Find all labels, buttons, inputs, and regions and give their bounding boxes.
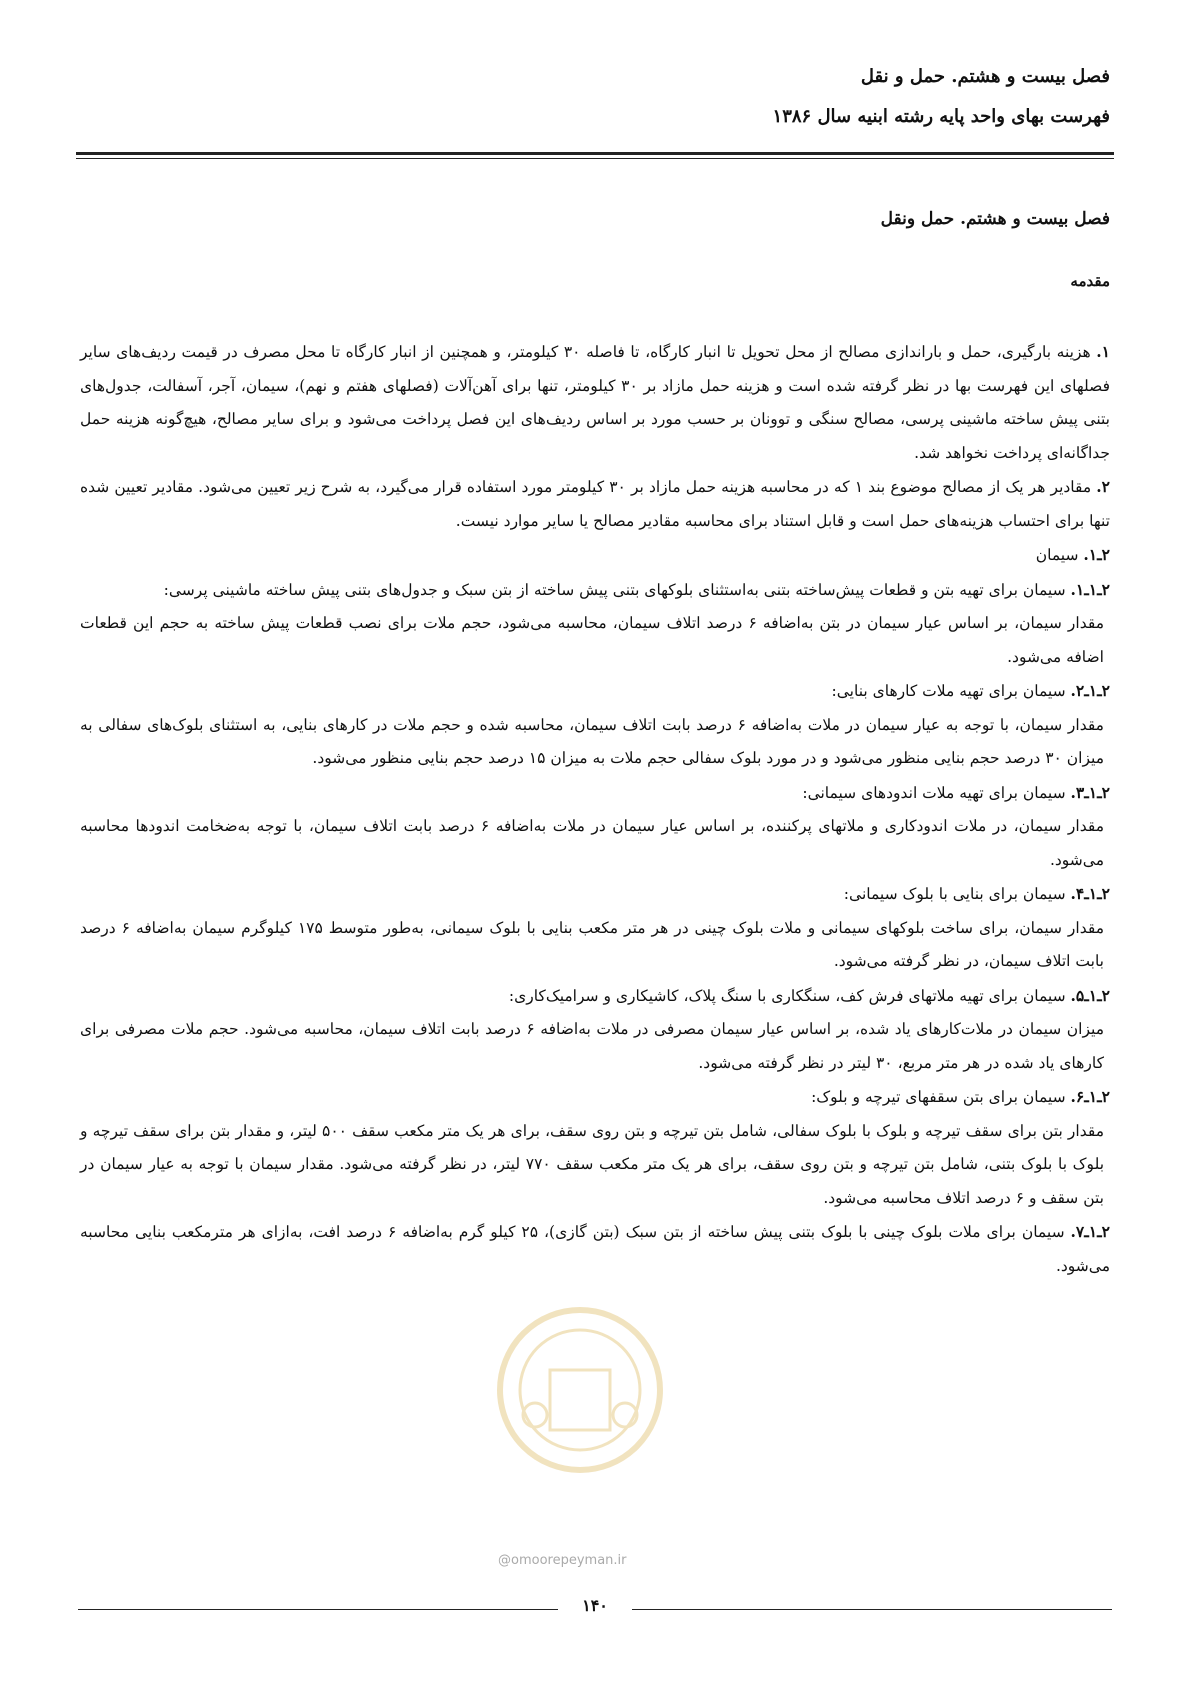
paragraph [80, 776, 1110, 811]
paragraph-text: مقدار بتن برای سقف تیرچه و بلوک با بلوک سفالی، شامل بتن تیرچه و بتن روی سقف، برای هر یک متر مکعب سقف ۵۰۰ لیتر، و مقدار بتن برای سقف تیرچه و بلوک با بلوک بتنی، شامل بتن تیرچه و بتن روی سقف، برای هر یک متر مکعب سقف ۷۷۰ لیتر، در نظر گرفته می‌شود. مقدار سیمان با توجه به عیار سیمان در بتن سقف و ۶ درصد اتلاف محاسبه می‌شود. [80, 1121, 1105, 1207]
watermark-logo-icon [480, 1300, 680, 1480]
paragraph [80, 470, 1110, 538]
paragraph [80, 1080, 1110, 1115]
paragraph [80, 335, 1110, 470]
header-rule-thin [76, 158, 1114, 159]
page-number: ۱۴۰ [582, 1596, 608, 1615]
footer-rule-right [632, 1609, 1112, 1610]
paragraph [80, 538, 1110, 573]
body-text [80, 335, 1110, 1283]
paragraph-number: ۲ـ۱. [1083, 545, 1110, 564]
paragraph [80, 877, 1110, 912]
watermark-text: @omoorepeyman.ir [498, 1553, 627, 1568]
paragraph-text: مقدار سیمان، بر اساس عیار سیمان در بتن به‌اضافه ۶ درصد اتلاف سیمان، محاسبه می‌شود، حجم ملات برای نصب قطعات پیش ساخته به حجم این قطعات اضافه می‌شود. [80, 614, 1104, 666]
paragraph [80, 573, 1110, 608]
running-header-book: فهرست بهای واحد پایه رشته ابنیه سال ۱۳۸۶ [772, 106, 1110, 127]
paragraph [80, 709, 1110, 776]
paragraph-text: سیمان برای تهیه ملاتهای فرش کف، سنگکاری با سنگ پلاک، کاشیکاری و سرامیک‌کاری: [508, 986, 1071, 1005]
paragraph-text: سیمان برای بتن سقفهای تیرچه و بلوک: [811, 1088, 1071, 1106]
paragraph-number: ۲ـ۱ـ۳. [1070, 782, 1110, 802]
paragraph-text: سیمان [1035, 546, 1084, 564]
paragraph-text: میزان سیمان در ملات‌کارهای یاد شده، بر اساس عیار سیمان مصرفی در ملات به‌اضافه ۶ درصد بابت اتلاف سیمان، محاسبه می‌شود. حجم ملات مصرفی برای کارهای یاد شده در هر متر مربع، ۳۰ لیتر در نظر گرفته می‌شود. [80, 1020, 1104, 1072]
paragraph-text: مقدار سیمان، با توجه به عیار سیمان در ملات به‌اضافه ۶ درصد بابت اتلاف سیمان، محاسبه شده و حجم ملات در کارهای بنایی، به استثنای بلوک‌های سفالی به میزان ۳۰ درصد حجم بنایی منظور می‌شود و در مورد بلوک سفالی حجم ملات به میزان ۱۵ درصد حجم بنایی منظور می‌شود. [80, 715, 1104, 767]
paragraph-number: ۲ـ۱ـ۱. [1070, 579, 1110, 599]
paragraph [80, 1013, 1110, 1080]
paragraph-number: ۲ـ۱ـ۵. [1070, 985, 1110, 1005]
paragraph [80, 1115, 1110, 1216]
paragraph-text: مقادیر هر یک از مصالح موضوع بند ۱ که در محاسبه هزینه حمل مازاد بر ۳۰ کیلومتر مورد استفاده قرار می‌گیرد، به شرح زیر تعیین می‌شود. مقادیر تعیین شده تنها برای احتساب هزینه‌های حمل است و قابل استناد برای محاسبه مقادیر مصالح یا سایر موارد نیست. [80, 478, 1110, 530]
paragraph [80, 607, 1110, 674]
section-heading-intro: مقدمه [1070, 272, 1110, 290]
running-header-chapter: فصل بیست و هشتم. حمل و نقل [860, 66, 1110, 87]
footer-rule-left [78, 1609, 558, 1610]
paragraph-number: ۲. [1096, 477, 1110, 496]
chapter-title: فصل بیست و هشتم. حمل ونقل [880, 209, 1110, 229]
paragraph-number: ۱. [1096, 342, 1110, 361]
paragraph-text: مقدار سیمان، برای ساخت بلوکهای سیمانی و ملات بلوک چینی در هر متر مکعب بنایی با بلوک سیمانی، به‌طور متوسط ۱۷۵ کیلوگرم سیمان به‌اضافه ۶ درصد بابت اتلاف سیمان، در نظر گرفته می‌شود. [80, 918, 1105, 970]
header-rule-thick [76, 152, 1114, 155]
paragraph-text: سیمان برای تهیه ملات اندودهای سیمانی: [802, 783, 1071, 802]
paragraph [80, 1215, 1110, 1283]
paragraph-text: سیمان برای بنایی با بلوک سیمانی: [843, 885, 1071, 903]
paragraph-number: ۲ـ۱ـ۴. [1070, 884, 1110, 903]
paragraph-text: مقدار سیمان، در ملات اندودکاری و ملاتهای پرکننده، بر اساس عیار سیمان در ملات به‌اضافه ۶ درصد بابت اتلاف سیمان، با توجه به‌ضخامت اندودها محاسبه می‌شود. [80, 817, 1104, 869]
paragraph-number: ۲ـ۱ـ۷. [1070, 1222, 1110, 1241]
paragraph [80, 810, 1110, 877]
paragraph [80, 912, 1110, 979]
paragraph-number: ۲ـ۱ـ۶. [1070, 1087, 1110, 1106]
paragraph-text: سیمان برای تهیه بتن و قطعات پیش‌ساخته بتنی به‌استثنای بلوکهای بتنی پیش ساخته از بتن سبک و جدول‌های بتنی پیش ساخته ماشینی پرسی: [163, 580, 1071, 599]
paragraph-text: سیمان برای تهیه ملات کارهای بنایی: [831, 682, 1071, 700]
paragraph [80, 674, 1110, 709]
paragraph-number: ۲ـ۱ـ۲. [1070, 681, 1110, 700]
paragraph-text: هزینه بارگیری، حمل و باراندازی مصالح از محل تحویل تا انبار کارگاه، تا فاصله ۳۰ کیلومتر، و همچنین از انبار کارگاه تا محل مصرف در قیمت ردیف‌های سایر فصلهای این فهرست بها در نظر گرفته شده است و هزینه حمل مازاد بر ۳۰ کیلومتر، تنها برای آهن‌آلات (فصلهای هفتم و نهم)، سیمان، آجر، آسفالت، جدول‌های بتنی پیش ساخته ماشینی پرسی، مصالح سنگی و توونان بر حسب مورد بر اساس ردیف‌های این فصل پرداخت می‌شود و برای سایر مصالح، هیچ‌گونه هزینه حمل جداگانه‌ای پرداخت نخواهد شد. [80, 343, 1110, 462]
paragraph [80, 979, 1110, 1014]
paragraph-text: سیمان برای ملات بلوک چینی با بلوک بتنی پیش ساخته از بتن سبک (بتن گازی)، ۲۵ کیلو گرم به‌اضافه ۶ درصد افت، به‌ازای هر مترمکعب بنایی محاسبه می‌شود. [80, 1223, 1110, 1275]
